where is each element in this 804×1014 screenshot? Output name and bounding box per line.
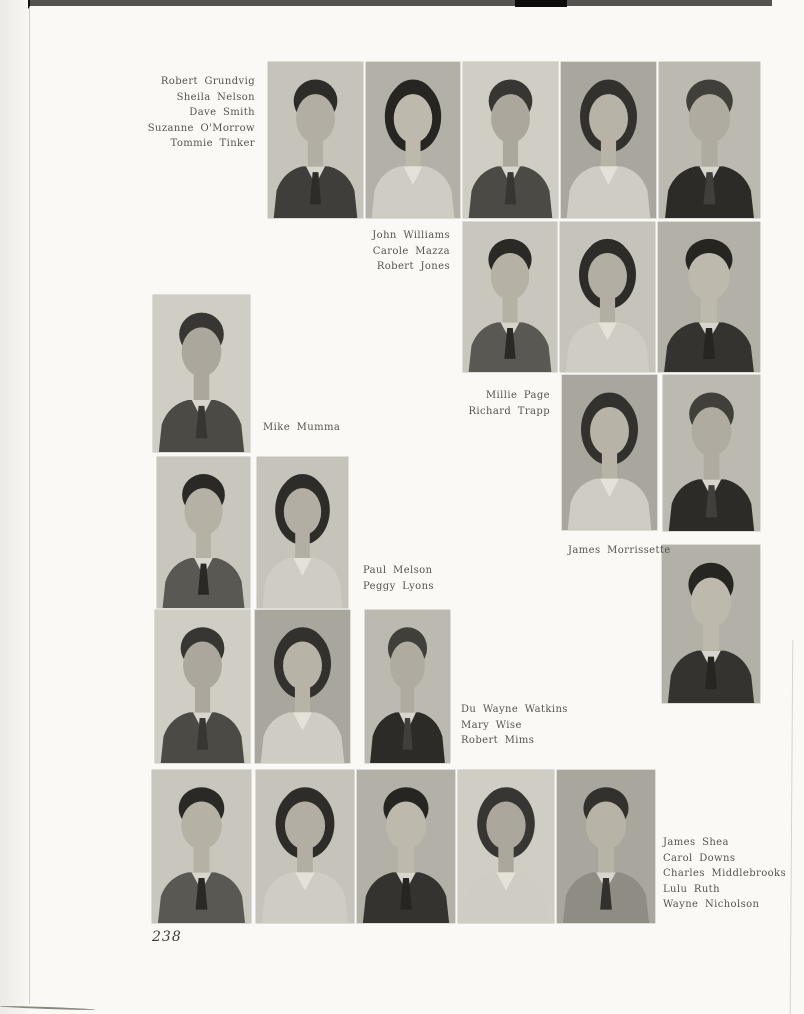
student-name: Millie Page	[485, 390, 550, 401]
portrait-photo	[155, 610, 250, 763]
portrait-photo	[463, 62, 558, 218]
student-name: James Shea	[663, 837, 729, 848]
portrait-silhouette	[658, 222, 760, 372]
portrait-photo	[561, 62, 656, 218]
student-name: Mary Wise	[461, 719, 522, 731]
student-name: Suzanne O'Morrow	[147, 122, 255, 134]
student-name: Robert Grundvig	[160, 76, 255, 87]
portrait-photo	[662, 545, 760, 703]
portrait-silhouette	[458, 770, 554, 923]
student-name: Carol Downs	[663, 852, 736, 864]
page-edge-right	[790, 640, 794, 1014]
portrait-photo	[268, 62, 363, 218]
name-list-pair	[363, 563, 434, 594]
portrait-silhouette	[365, 610, 450, 763]
portrait-silhouette	[562, 375, 657, 530]
portrait-silhouette	[155, 610, 250, 763]
scan-edge-top	[0, 0, 772, 6]
name-list-morrissette	[568, 543, 671, 559]
portrait-photo	[663, 375, 760, 531]
portrait-photo	[463, 222, 557, 372]
student-name: Paul Melson	[363, 565, 433, 576]
portrait-silhouette	[560, 222, 655, 372]
portrait-silhouette	[366, 62, 460, 218]
student-name: Lulu Ruth	[663, 883, 720, 895]
portrait-silhouette	[152, 770, 251, 923]
student-name: Carole Mazza	[372, 245, 450, 257]
portrait-photo	[659, 62, 760, 218]
portrait-silhouette	[662, 545, 760, 703]
portrait-silhouette	[463, 62, 558, 218]
name-list-row2	[372, 228, 450, 275]
portrait-silhouette	[463, 222, 557, 372]
page-number: 238	[152, 929, 182, 945]
portrait-silhouette	[256, 770, 354, 923]
student-name: Tommie Tinker	[170, 138, 255, 150]
portrait-silhouette	[663, 375, 760, 531]
student-name: Robert Jones	[376, 261, 450, 273]
portrait-photo	[256, 770, 354, 923]
portrait-silhouette	[659, 62, 760, 218]
name-list-bottom	[663, 835, 786, 913]
student-name: James Morrissette	[568, 545, 671, 556]
portrait-photo	[153, 295, 250, 452]
portrait-photo	[157, 457, 250, 608]
name-list-trio	[461, 702, 568, 749]
portrait-photo	[458, 770, 554, 923]
portrait-silhouette	[357, 770, 455, 923]
portrait-silhouette	[257, 457, 348, 608]
student-name: Dave Smith	[189, 107, 255, 119]
portrait-photo	[255, 610, 350, 763]
portrait-photo	[257, 457, 348, 608]
page-gutter-shading	[0, 0, 28, 1014]
portrait-photo	[562, 375, 657, 530]
student-name: Robert Mims	[461, 735, 535, 747]
portrait-photo	[560, 222, 655, 372]
scan-artifact	[515, 0, 567, 7]
student-name: John Williams	[372, 230, 450, 241]
portrait-photo	[365, 610, 450, 763]
portrait-silhouette	[153, 295, 250, 452]
portrait-silhouette	[268, 62, 363, 218]
portrait-photo	[357, 770, 455, 923]
student-name: Peggy Lyons	[363, 580, 434, 592]
portrait-photo	[658, 222, 760, 372]
name-list-top	[148, 74, 255, 152]
portrait-silhouette	[157, 457, 250, 608]
name-list-mumma	[263, 420, 340, 436]
student-name: Sheila Nelson	[176, 91, 255, 103]
student-name: Charles Middlebrooks	[663, 868, 787, 880]
name-list-row3	[468, 388, 550, 419]
portrait-silhouette	[255, 610, 350, 763]
portrait-photo	[557, 770, 655, 923]
student-name: Du Wayne Watkins	[461, 704, 568, 715]
portrait-silhouette	[561, 62, 656, 218]
student-name: Wayne Nicholson	[663, 899, 760, 911]
page-gutter-line	[29, 8, 30, 1004]
student-name: Richard Trapp	[468, 405, 550, 417]
portrait-silhouette	[557, 770, 655, 923]
portrait-photo	[152, 770, 251, 923]
portrait-photo	[366, 62, 460, 218]
student-name: Mike Mumma	[263, 422, 341, 433]
